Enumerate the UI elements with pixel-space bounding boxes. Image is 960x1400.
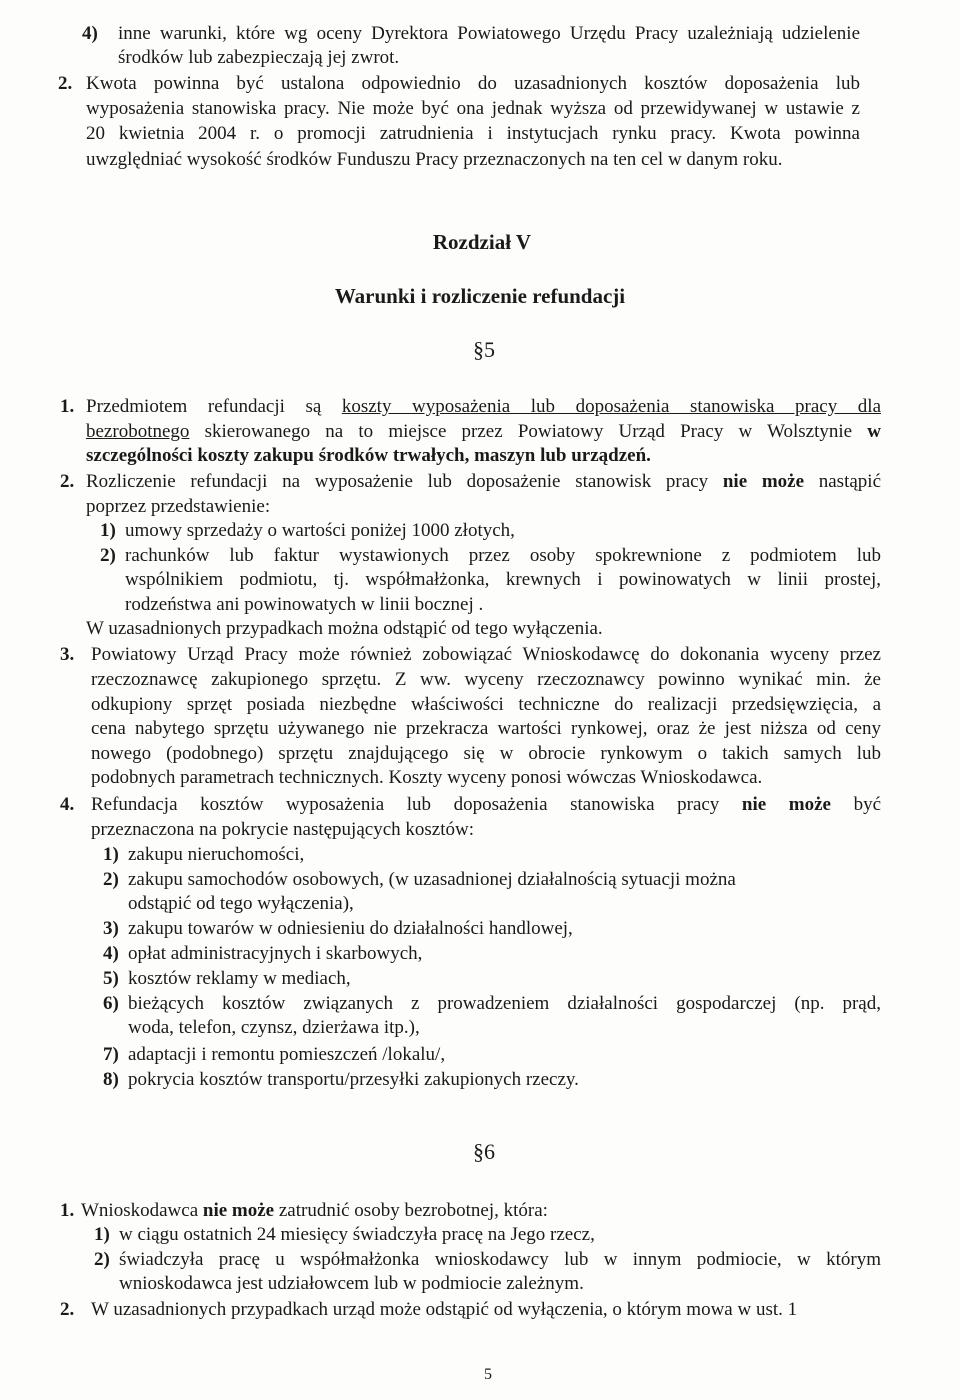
text-line: Refundacja kosztów wyposażenia lub doposażenia stanowiska pracy nie może być	[91, 794, 881, 815]
text-line: Kwota powinna być ustalona odpowiednio do uzasadnionych kosztów doposażenia lub	[86, 73, 860, 94]
chapter-title: Rozdział V	[432, 230, 532, 254]
paragraph-number: 2.	[58, 73, 73, 94]
text-line: nowego (podobnego) sprzętu znajdującego się w obrocie rynkowym o takich samych lub	[91, 743, 881, 764]
text-line: W uzasadnionych przypadkach można odstąpić od tego wyłączenia.	[86, 618, 603, 639]
text-line: szczególności koszty zakupu środków trwałych, maszyn lub urządzeń.	[86, 445, 651, 466]
text-line: Wnioskodawca nie może zatrudnić osoby bezrobotnej, która:	[81, 1200, 548, 1221]
text-line: podobnych parametrach technicznych. Koszty wyceny ponosi wówczas Wnioskodawca.	[91, 767, 763, 788]
text-line: wyposażenia stanowiska pracy. Nie może być ona jednak wyższa od przewidywanej w ustawie z	[86, 98, 860, 119]
text-line: odkupiony sprzęt posiada niezbędne właściwości techniczne do realizacji przedsięwzięcia, a	[91, 694, 881, 715]
text-line: rzeczoznawcę zakupionego sprzętu. Z ww. wyceny rzeczoznawcy powinno wynikać min. że	[91, 669, 881, 690]
text-line: bezrobotnego skierowanego na to miejsce przez Powiatowy Urząd Pracy w Wolsztynie w	[86, 421, 882, 442]
text-line: przeznaczona na pokrycie następujących kosztów:	[91, 819, 474, 840]
text-line: poprzez przedstawienie:	[86, 496, 271, 517]
text-line: inne warunki, które wg oceny Dyrektora Powiatowego Urzędu Pracy uzależniają udzielenie	[118, 23, 860, 44]
page-number: 5	[484, 1366, 492, 1383]
paragraph-number: 2.	[60, 1299, 75, 1320]
text-line: uwzględniać wysokość środków Funduszu Pracy przeznaczonych na ten cel w danym roku.	[86, 149, 783, 170]
paragraph-number: 3.	[60, 644, 75, 665]
chapter-subtitle: Warunki i rozliczenie refundacji	[334, 284, 626, 308]
text-line: W uzasadnionych przypadkach urząd może odstąpić od wyłączenia, o którym mowa w ust. 1	[91, 1299, 798, 1320]
text-line: Rozliczenie refundacji na wyposażenie lub doposażenie stanowisk pracy nie może nastąpić	[86, 471, 882, 492]
paragraph-number: 2.	[60, 471, 75, 492]
paragraph-number: 1.	[60, 396, 75, 417]
section-heading: §6	[473, 1139, 495, 1164]
list-item: 2) rachunków lub faktur wystawionych przez osoby spokrewnione z podmiotem lub wspólnikiem podmiotu, tj. współmałżonka, krewnych i powinowatych w linii prostej, rodzeństwa ani powinowatych w linii bocznej .	[100, 545, 881, 615]
text-line: Przedmiotem refundacji są koszty wyposażenia lub doposażenia stanowiska pracy dla	[86, 396, 881, 417]
paragraph-number: 1.	[60, 1200, 75, 1221]
section-heading: §5	[473, 337, 495, 362]
text-line: cena nabytego sprzętu używanego nie przekracza wartości rynkowej, oraz że jest niższa od ceny	[91, 718, 881, 739]
item-number: 4)	[82, 23, 98, 44]
list-item: 6) bieżących kosztów związanych z prowadzeniem działalności gospodarczej (np. prąd, woda, telefon, czynsz, dzierżawa itp.),	[103, 993, 881, 1038]
text-line: środków lub zabezpieczają jej zwrot.	[118, 47, 400, 68]
document-page: 4) inne warunki, które wg oceny Dyrektora Powiatowego Urzędu Pracy uzależniają udzielenie środków lub zabezpieczają jej zwrot. 2. Kwota powinna być ustalona odpowiednio do uzasadnionych kosztów doposażenia lub wyposażenia stanowiska pracy. Nie może być ona jednak wyższa od przewidywanej w ustawie z 20 kwietnia 2004 r. o promocji zatrudnienia i instytucjach rynku pracy. Kwota powinna uwzględniać wysokość środków Funduszu Pracy przeznaczonych na ten cel w danym roku. Rozdział V Warunki i rozliczenie refundacji §5 1. Przedmiotem refundacji są koszty wyposażenia lub doposażenia stanowiska pracy dla bezrobotnego skierowanego na to miejsce przez Powiatowy Urząd Pracy w Wolsztynie w szczególności koszty zakupu środków trwałych, maszyn lub urządzeń. 2. Rozliczenie refundacji na wyposażenie lub doposażenie stanowisk pracy nie może nastąpić poprzez przedstawienie: 1) umowy sprzedaży o wartości poniżej 1000 złotych, 2) rachunków lub faktur wystawionych przez osoby spokrewnione z podmiotem lub wspólnikiem podmiotu, tj. współmałżonka, krewnych i powinowatych w linii prostej, rodzeństwa ani powinowatych w linii bocznej . W uzasadnionych przypadkach można odstąpić od tego wyłączenia. 3. Powiatowy Urząd Pracy może również zobowiązać Wnioskodawcę do dokonania wyceny przez rzeczoznawcę zakupionego sprzętu. Z ww. wyceny rzeczoznawcy powinno wynikać min. że odkupiony sprzęt posiada niezbędne właściwości techniczne do realizacji przedsięwzięcia, a cena nabytego sprzętu używanego nie przekracza wartości rynkowej, oraz że jest niższa od ceny nowego (podobnego) sprzętu znajdującego się w obrocie rynkowym o takich samych lub podobnych parametrach technicznych. Koszty wyceny ponosi wówczas Wnioskodawca. 4. Refundacja kosztów wyposażenia lub doposażenia stanowiska pracy nie może być przeznaczona na pokrycie następujących kosztów: 1) zakupu nieruchomości, 2) zakupu samochodów osobowych, (w uzasadnionej działalnością sytuacji można odstąpić od tego wyłączenia), 3) zakupu towarów w odniesieniu do działalności handlowej, 4) opłat administracyjnych i skarbowych, 5) kosztów reklamy w mediach, 6) bieżących kosztów związanych z prowadzeniem działalności gospodarczej (np. prąd, woda, telefon, czynsz, dzierżawa itp.), 7) adaptacji i remontu pomieszczeń /lokalu/, 8) pokrycia kosztów transportu/przesyłki zakupionych rzeczy. §6 1. Wnioskodawca nie może zatrudnić osoby bezrobotnej, która: 1) w ciągu ostatnich 24 miesięcy świadczyła pracę na Jego rzecz, 2) świadczyła pracę u współmałżonka wnioskodawcy lub w innym podmiocie, w którym wnioskodawca jest udziałowcem lub w podmiocie zależnym. 2. W uzasadnionych przypadkach urząd może odstąpić od wyłączenia, o którym mowa w ust. 1 5	[0, 0, 960, 1400]
list-item: 2) świadczyła pracę u współmałżonka wnioskodawcy lub w innym podmiocie, w którym wnioskodawca jest udziałowcem lub w podmiocie zależnym.	[94, 1249, 881, 1294]
text-line: Powiatowy Urząd Pracy może również zobowiązać Wnioskodawcę do dokonania wyceny przez	[91, 644, 881, 665]
text-line: 20 kwietnia 2004 r. o promocji zatrudnienia i instytucjach rynku pracy. Kwota powinna	[86, 123, 860, 144]
list-item: 2) zakupu samochodów osobowych, (w uzasadnionej działalnością sytuacji można odstąpić od tego wyłączenia),	[103, 869, 736, 914]
paragraph-number: 4.	[60, 794, 75, 815]
